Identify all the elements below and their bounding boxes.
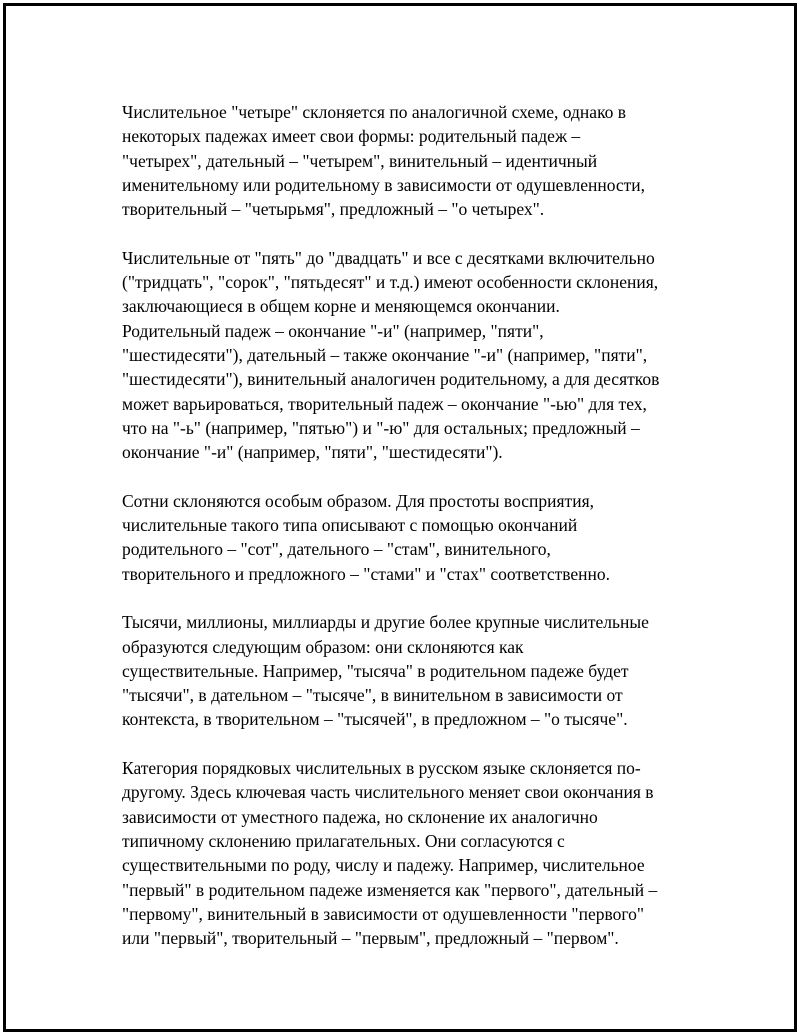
text-line: именительному или родительному в зависимости от одушевленности, xyxy=(122,174,646,195)
paragraph-3 xyxy=(122,489,702,586)
text-line: Числительные от "пять" до "двадцать" и все с десятками включительно xyxy=(122,247,655,268)
text-line: контекста, в творительном – "тысячей", в предложном – "о тысяче". xyxy=(122,709,628,730)
text-line: существительные. Например, "тысяча" в родительном падеже будет xyxy=(122,660,629,681)
text-line: Категория порядковых числительных в русском языке склоняется по- xyxy=(122,758,641,779)
paragraph-4 xyxy=(122,610,702,731)
text-line: некоторых падежах имеет свои формы: родительный падеж – xyxy=(122,126,581,147)
text-line: другому. Здесь ключевая часть числительного меняет свои окончания в xyxy=(122,782,654,803)
text-line: "первому", винительный в зависимости от одушевленности "первого" xyxy=(122,903,644,924)
text-line: зависимости от уместного падежа, но склонение их аналогично xyxy=(122,806,598,827)
text-line: творительный – "четырьмя", предложный – "о четырех". xyxy=(122,199,545,220)
text-line: родительного – "сот", дательного – "стам", винительного, xyxy=(122,539,551,560)
paragraph-1 xyxy=(122,100,702,221)
text-line: Тысячи, миллионы, миллиарды и другие более крупные числительные xyxy=(122,612,649,633)
text-line: типичному склонению прилагательных. Они согласуются с xyxy=(122,830,565,851)
text-line: что на "-ь" (например, "пятью") и "-ю" для остальных; предложный – xyxy=(122,417,640,438)
document-page xyxy=(3,3,797,1032)
text-line: Числительное "четыре" склоняется по аналогичной схеме, однако в xyxy=(122,102,627,122)
text-line: окончание "-и" (например, "пяти", "шестидесяти"). xyxy=(122,442,503,463)
text-line: "первый" в родительном падеже изменяется как "первого", дательный – xyxy=(122,879,658,900)
text-line: или "первый", творительный – "первым", предложный – "первом". xyxy=(122,928,619,949)
text-line: существительными по роду, числу и падежу. Например, числительное xyxy=(122,855,645,876)
text-line: заключающиеся в общем корне и меняющемся окончании. xyxy=(122,296,560,317)
text-line: ("тридцать", "сорок", "пятьдесят" и т.д.) имеют особенности склонения, xyxy=(122,272,659,293)
text-line: "тысячи", в дательном – "тысяче", в винительном в зависимости от xyxy=(122,685,623,706)
paragraph-2 xyxy=(122,246,702,465)
document-body xyxy=(122,100,702,950)
text-line: Сотни склоняются особым образом. Для простоты восприятия, xyxy=(122,490,594,511)
text-line: "четырех", дательный – "четырем", винительный – идентичный xyxy=(122,150,598,171)
text-line: Родительный падеж – окончание "-и" (например, "пяти", xyxy=(122,320,544,341)
text-line: может варьироваться, творительный падеж – окончание "-ью" для тех, xyxy=(122,393,647,414)
text-line: "шестидесяти"), винительный аналогичен родительному, а для десятков xyxy=(122,369,660,390)
text-line: образуются следующим образом: они склоняются как xyxy=(122,636,524,657)
text-line: числительные такого типа описывают с помощью окончаний xyxy=(122,515,578,536)
text-line: "шестидесяти"), дательный – также окончание "-и" (например, "пяти", xyxy=(122,344,648,365)
text-line: творительного и предложного – "стами" и "стах" соответственно. xyxy=(122,563,611,584)
paragraph-5 xyxy=(122,756,702,950)
